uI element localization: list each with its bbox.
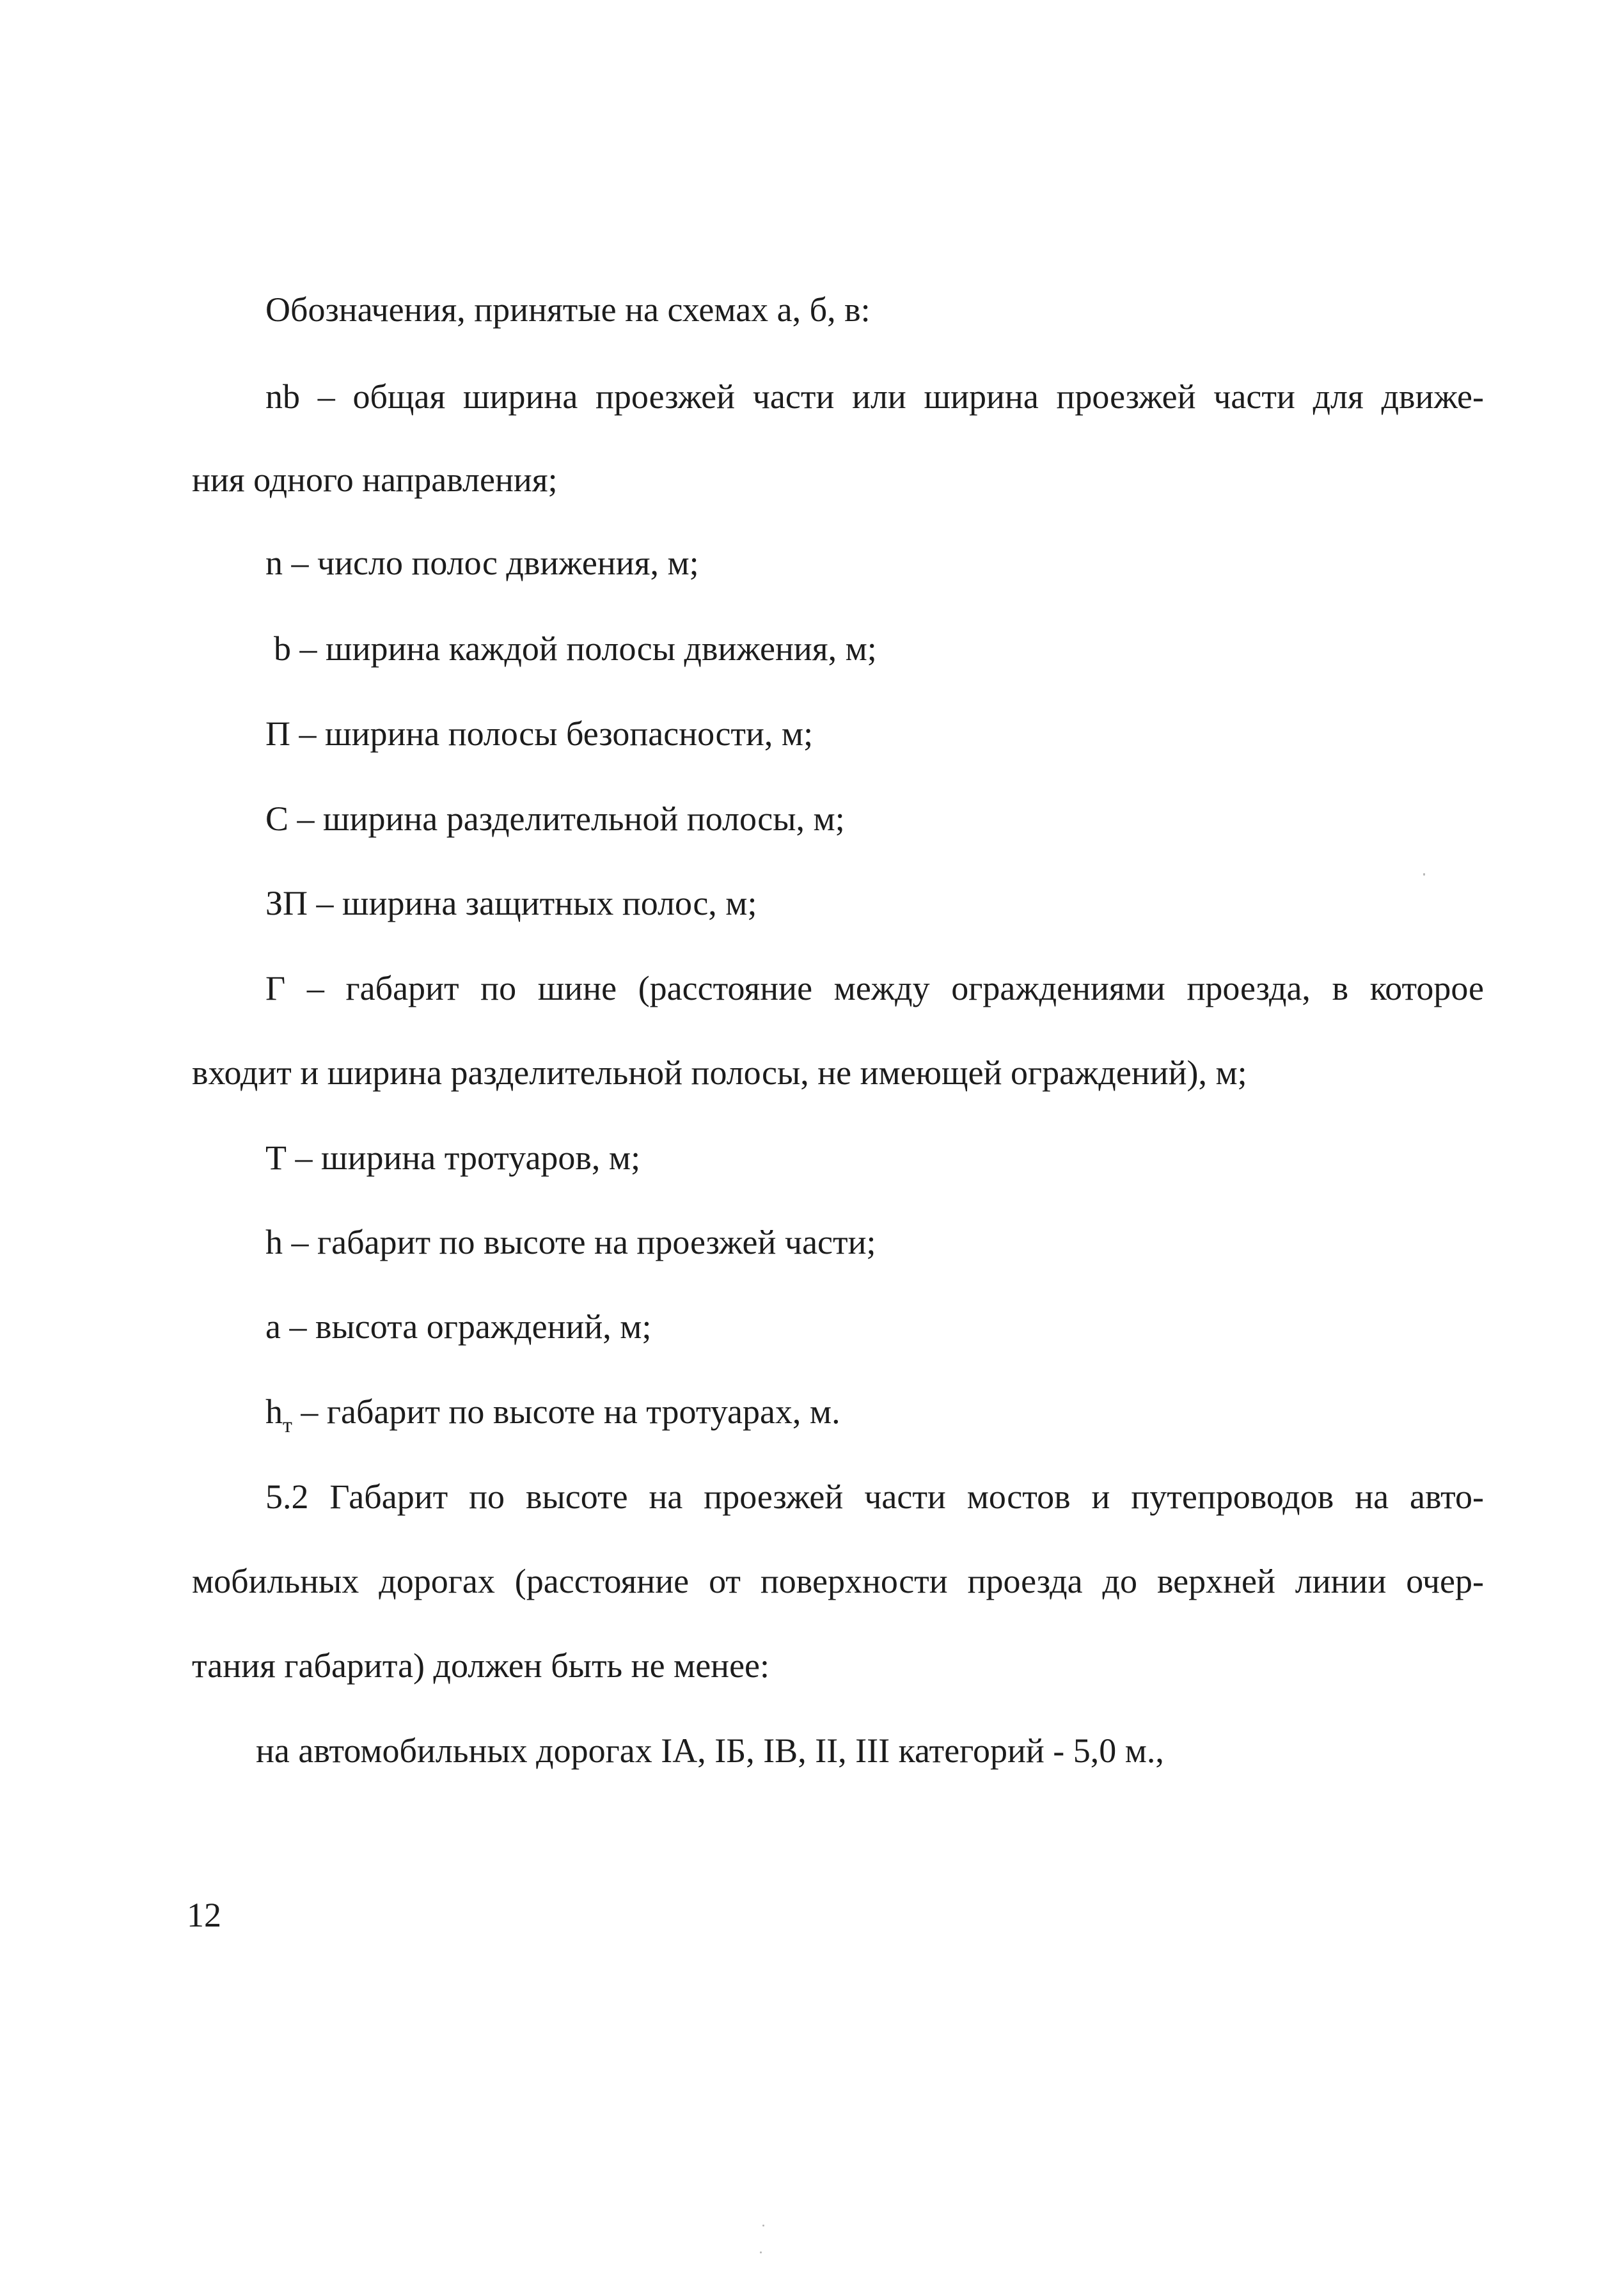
ht-symbol: h <box>265 1392 283 1431</box>
paragraph-g-line-2: входит и ширина разделительной полосы, не имеющей ограждений), м; <box>192 1053 1247 1092</box>
paragraph-ht <box>265 1391 840 1437</box>
paragraph-g-line-1: Г – габарит по шине (расстояние между ограждениями проезда, в которое <box>265 969 1484 1007</box>
scan-speck <box>760 2251 762 2253</box>
paragraph-p: П – ширина полосы безопасности, м; <box>265 714 814 753</box>
paragraph-h: h – габарит по высоте на проезжей части; <box>265 1223 876 1261</box>
paragraph-nb-line-1: nb – общая ширина проезжей части или ширина проезжей части для движе- <box>265 377 1484 416</box>
ht-subscript: т <box>283 1414 292 1437</box>
paragraph-a: а – высота ограждений, м; <box>265 1307 652 1346</box>
ht-definition: – габарит по высоте на тротуарах, м. <box>292 1392 840 1431</box>
paragraph-5-2-line-3: тания габарита) должен быть не менее: <box>192 1646 770 1685</box>
paragraph-legend-intro: Обозначения, принятые на схемах а, б, в: <box>265 290 871 329</box>
paragraph-n: n – число полос движения, м; <box>265 544 699 582</box>
paragraph-c: С – ширина разделительной полосы, м; <box>265 800 845 838</box>
scan-speck <box>762 2225 764 2227</box>
paragraph-5-2-line-1: 5.2 Габарит по высоте на проезжей части мостов и путепроводов на авто- <box>265 1478 1484 1516</box>
paragraph-road-categories: на автомобильных дорогах IА, IБ, IВ, II, III категорий - 5,0 м., <box>256 1731 1164 1770</box>
paragraph-b: b – ширина каждой полосы движения, м; <box>274 629 877 668</box>
paragraph-zp: ЗП – ширина защитных полос, м; <box>265 884 757 922</box>
page-number: 12 <box>187 1896 221 1934</box>
scan-speck <box>1423 873 1425 876</box>
paragraph-nb-line-2: ния одного направления; <box>192 461 558 499</box>
paragraph-t: Т – ширина тротуаров, м; <box>265 1139 641 1177</box>
paragraph-5-2-line-2: мобильных дорогах (расстояние от поверхности проезда до верхней линии очер- <box>192 1562 1484 1600</box>
